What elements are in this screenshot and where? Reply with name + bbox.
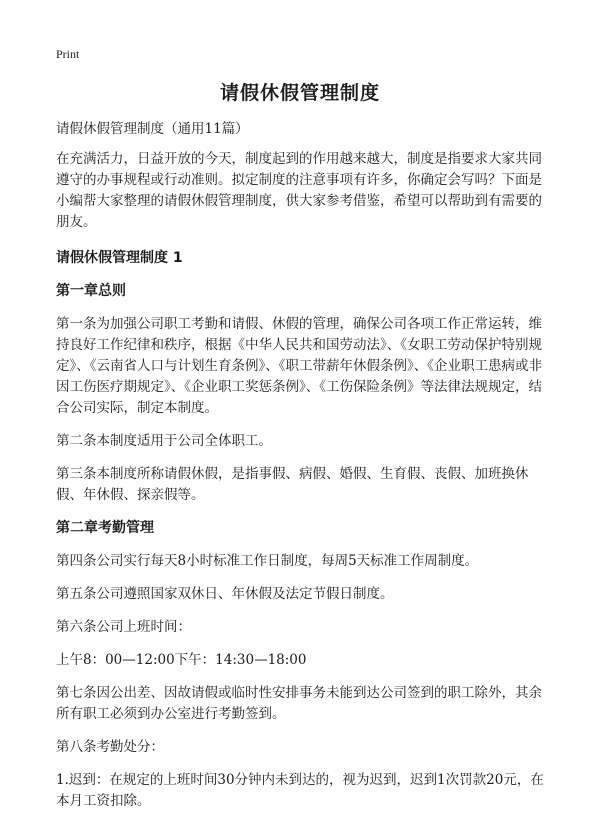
section-heading: 请假休假管理制度 1 <box>56 250 183 266</box>
article-6: 第六条公司上班时间： <box>56 619 191 635</box>
article-1: 第一条为加强公司职工考勤和请假、休假的管理，确保公司各项工作正常运转，维持良好工作纪律和秩序，根据《中华人民共和国劳动法》、《女职工劳动保护特别规定》、《云南省人口与计划生育条例》、《职工带薪年休假条例》、《企业职工患病或非因工伤医疗期规定》、《企业职工奖惩条例》、《工伤保险条例》等法律法规规定，结合公司实际，制定本制度。 <box>56 316 542 416</box>
article-8: 第八条考勤处分： <box>56 739 164 755</box>
article-8-item-1: 1.迟到：在规定的上班时间30分钟内未到达的，视为迟到，迟到1次罚款20元，在本月工资扣除。 <box>56 772 544 809</box>
document-title: 请假休假管理制度 <box>219 82 380 104</box>
chapter-2-heading: 第二章考勤管理 <box>56 520 154 536</box>
article-2: 第二条本制度适用于公司全体职工。 <box>56 433 272 449</box>
article-3: 第三条本制度所称请假休假，是指事假、病假、婚假、生育假、丧假、加班换休假、年休假、探亲假等。 <box>56 466 529 503</box>
article-7: 第七条因公出差、因故请假或临时性安排事务未能到达公司签到的职工除外，其余所有职工必须到办公室进行考勤签到。 <box>56 685 542 722</box>
article-4: 第四条公司实行每天8小时标准工作日制度，每周5天标准工作周制度。 <box>56 553 479 569</box>
chapter-1-heading: 第一章总则 <box>56 283 126 299</box>
article-5: 第五条公司遵照国家双休日、年休假及法定节假日制度。 <box>56 586 394 602</box>
print-label: Print <box>56 47 80 61</box>
document-subtitle: 请假休假管理制度（通用11篇） <box>56 121 249 137</box>
working-hours: 上午8：00—12:00下午：14:30—18:00 <box>56 652 307 668</box>
document-body <box>56 119 548 824</box>
intro-paragraph: 在充满活力，日益开放的今天，制度起到的作用越来越大，制度是指要求大家共同遵守的办事规程或行动准则。拟定制度的注意事项有许多，你确定会写吗？下面是小编帮大家整理的请假休假管理制度，供大家参考借鉴，希望可以帮助到有需要的朋友。 <box>56 151 542 230</box>
